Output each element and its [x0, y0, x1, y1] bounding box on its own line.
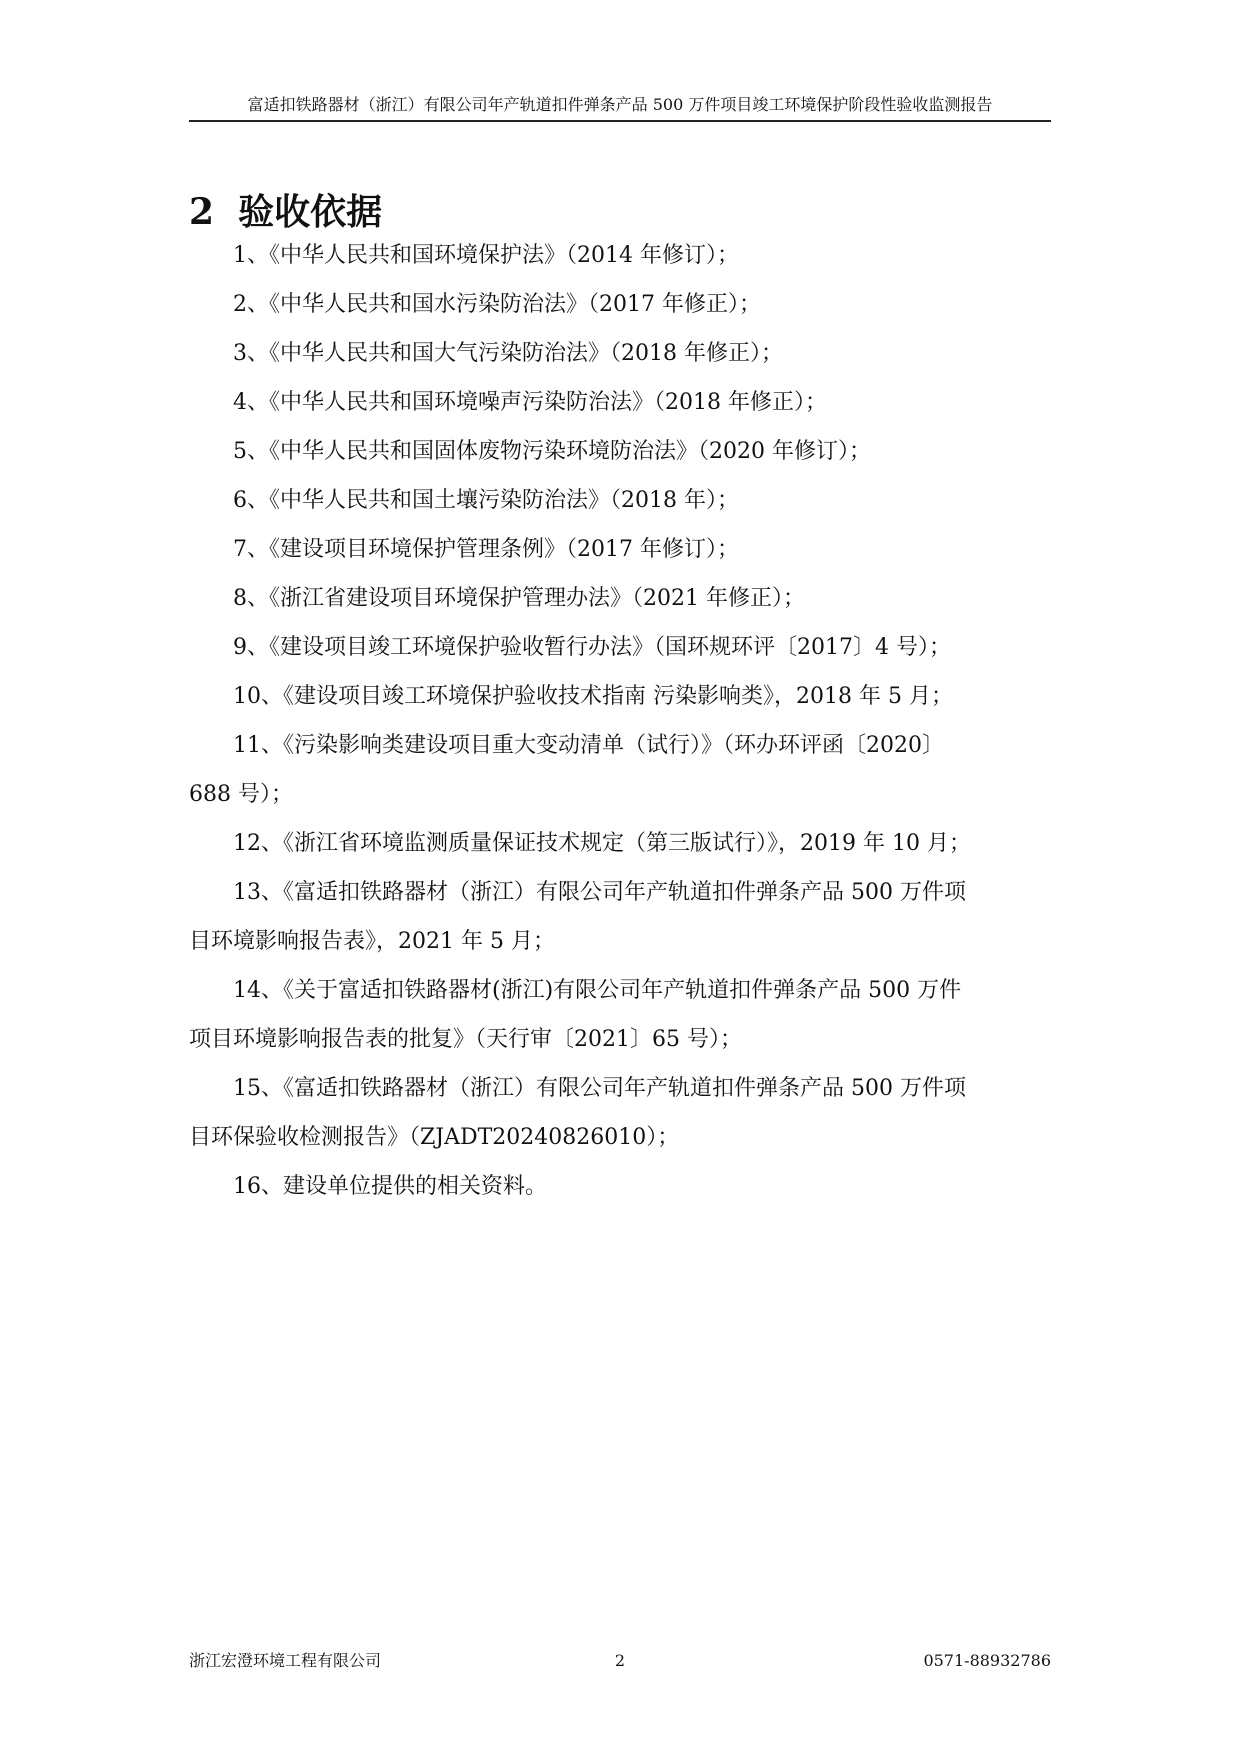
list-item-text-continued: 项目环境影响报告表的批复》（天行审〔2021〕65 号）； [189, 1027, 742, 1052]
list-item-text-continued: 目环保验收检测报告》（ZJADT20240826010）； [189, 1125, 680, 1150]
list-item-text: 5、《中华人民共和国固体废物污染环境防治法》（2020 年修订）； [233, 439, 871, 464]
list-item [189, 574, 1051, 623]
page-footer [189, 1649, 1051, 1673]
list-item-text: 10、《建设项目竣工环境保护验收技术指南 污染影响类》，2018 年 5 月； [233, 684, 953, 709]
list-item-text: 16、建设单位提供的相关资料。 [233, 1174, 547, 1199]
list-item-text: 14、《关于富适扣铁路器材(浙江)有限公司年产轨道扣件弹条产品 500 万件 [233, 978, 962, 1003]
list-item-text: 2、《中华人民共和国水污染防治法》（2017 年修正）； [233, 292, 761, 317]
list-item-text: 7、《建设项目环境保护管理条例》（2017 年修订）； [233, 537, 739, 562]
list-item [189, 329, 1051, 378]
list-item-text: 8、《浙江省建设项目环境保护管理办法》（2021 年修正）； [233, 586, 805, 611]
list-item-text: 15、《富适扣铁路器材（浙江）有限公司年产轨道扣件弹条产品 500 万件项 [233, 1076, 966, 1101]
list-item [189, 721, 1051, 819]
list-item-text: 13、《富适扣铁路器材（浙江）有限公司年产轨道扣件弹条产品 500 万件项 [233, 880, 966, 905]
list-item-text: 6、《中华人民共和国土壤污染防治法》（2018 年）； [233, 488, 739, 513]
list-item-text: 9、《建设项目竣工环境保护验收暂行办法》（国环规环评〔2017〕4 号）； [233, 635, 951, 660]
list-item [189, 1162, 1051, 1211]
list-item [189, 623, 1051, 672]
list-item [189, 966, 1051, 1064]
footer-phone: 0571-88932786 [923, 1651, 1051, 1670]
list-item-text: 11、《污染影响类建设项目重大变动清单（试行）》（环办环评函〔2020〕 [233, 733, 944, 758]
list-item [189, 1064, 1051, 1162]
list-item-text: 12、《浙江省环境监测质量保证技术规定（第三版试行）》，2019 年 10 月； [233, 831, 971, 856]
list-item [189, 868, 1051, 966]
page-number: 2 [614, 1651, 626, 1670]
list-item [189, 280, 1051, 329]
list-item [189, 231, 1051, 280]
header-title: 富适扣铁路器材（浙江）有限公司年产轨道扣件弹条产品 500 万件项目竣工环境保护阶段性验收监测报告 [247, 95, 993, 114]
section-number: 2 [189, 191, 215, 234]
section-heading-text: 验收依据 [238, 191, 383, 234]
footer-company-name: 浙江宏澄环境工程有限公司 [189, 1651, 382, 1670]
list-item-text: 4、《中华人民共和国环境噪声污染防治法》（2018 年修正）； [233, 390, 827, 415]
list-item [189, 819, 1051, 868]
list-item-text-continued: 目环境影响报告表》，2021 年 5 月； [189, 929, 555, 954]
list-item-text-continued: 688 号）； [189, 782, 293, 807]
list-item [189, 427, 1051, 476]
list-item-text: 1、《中华人民共和国环境保护法》（2014 年修订）； [233, 243, 739, 268]
acceptance-basis-list [189, 231, 1051, 1211]
list-item [189, 378, 1051, 427]
page-header [189, 86, 1051, 122]
list-item-text: 3、《中华人民共和国大气污染防治法》（2018 年修正）； [233, 341, 783, 366]
list-item [189, 525, 1051, 574]
list-item [189, 672, 1051, 721]
section-title [189, 187, 382, 237]
list-item [189, 476, 1051, 525]
